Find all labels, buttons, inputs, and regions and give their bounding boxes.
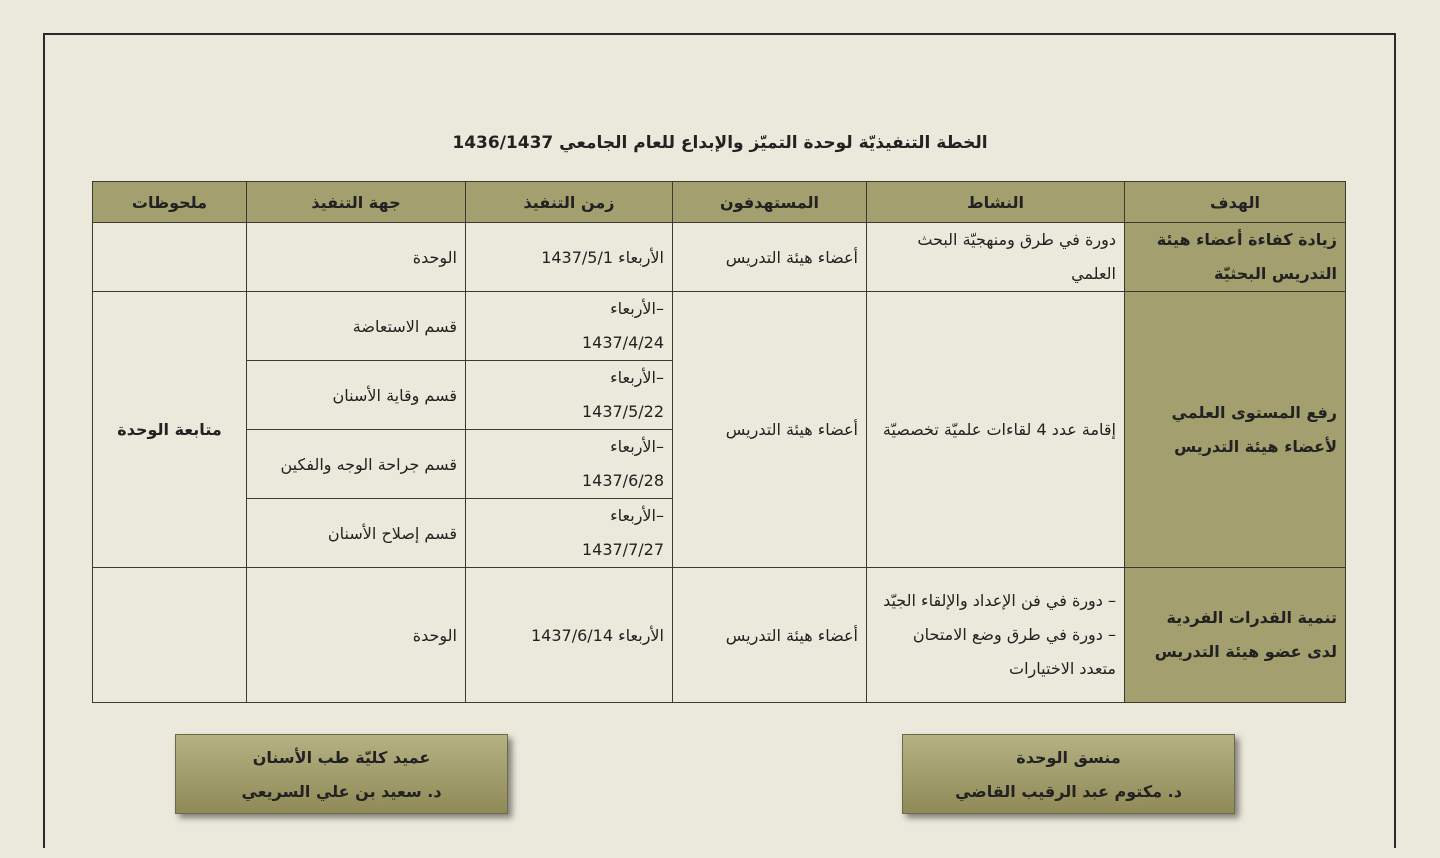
table-row — [93, 568, 1346, 703]
executor-cell: قسم جراحة الوجه والفكين — [247, 430, 466, 499]
time-date: 1437/4/24 — [581, 333, 664, 352]
time-day: –الأربعاء — [610, 299, 664, 318]
time-date: 1437/5/22 — [581, 402, 664, 421]
time-day: –الأربعاء — [610, 368, 664, 387]
audience-cell: أعضاء هيئة التدريس — [673, 568, 867, 703]
table-header-row — [93, 182, 1346, 223]
table-row — [93, 292, 1346, 361]
time-cell: الأربعاء 1437/5/1 — [466, 223, 673, 292]
time-cell: الأربعاء 1437/6/14 — [466, 568, 673, 703]
activity-cell — [867, 568, 1125, 703]
time-day: –الأربعاء — [610, 506, 664, 525]
header-time: زمن التنفيذ — [466, 182, 673, 223]
notes-cell — [93, 568, 247, 703]
activity-item: – دورة في طرق وضع الامتحان متعدد الاختيارات — [912, 625, 1116, 678]
time-cell — [466, 292, 673, 361]
dean-signature-box — [175, 734, 508, 814]
executor-cell: الوحدة — [247, 223, 466, 292]
audience-cell: أعضاء هيئة التدريس — [673, 223, 867, 292]
coordinator-name: د. مكتوم عبد الرقيب القاضي — [955, 782, 1182, 801]
time-date: 1437/6/28 — [581, 471, 664, 490]
executor-cell: الوحدة — [247, 568, 466, 703]
goal-cell: رفع المستوى العلمي لأعضاء هيئة التدريس — [1125, 292, 1346, 568]
time-cell — [466, 361, 673, 430]
coordinator-signature-box — [902, 734, 1235, 814]
plan-table — [92, 181, 1346, 703]
dean-title: عميد كليّة طب الأسنان — [252, 748, 431, 767]
time-cell — [466, 430, 673, 499]
time-date: 1437/7/27 — [581, 540, 664, 559]
executor-cell: قسم وقاية الأسنان — [247, 361, 466, 430]
activity-item: – دورة في فن الإعداد والإلقاء الجيّد — [883, 591, 1116, 610]
time-cell — [466, 499, 673, 568]
header-executor: جهة التنفيذ — [247, 182, 466, 223]
goal-cell: تنمية القدرات الفردية لدى عضو هيئة التدريس — [1125, 568, 1346, 703]
header-audience: المستهدفون — [673, 182, 867, 223]
header-activity: النشاط — [867, 182, 1125, 223]
dean-name: د. سعيد بن علي السريعي — [241, 782, 442, 801]
goal-cell: زيادة كفاءة أعضاء هيئة التدريس البحثيّة — [1125, 223, 1346, 292]
executor-cell: قسم الاستعاضة — [247, 292, 466, 361]
notes-cell: متابعة الوحدة — [93, 292, 247, 568]
audience-cell: أعضاء هيئة التدريس — [673, 292, 867, 568]
header-notes: ملحوظات — [93, 182, 247, 223]
coordinator-title: منسق الوحدة — [1016, 748, 1121, 767]
executor-cell: قسم إصلاح الأسنان — [247, 499, 466, 568]
activity-cell: إقامة عدد 4 لقاءات علميّة تخصصيّة — [867, 292, 1125, 568]
page-title: الخطة التنفيذيّة لوحدة التميّز والإبداع للعام الجامعي 1436/1437 — [452, 133, 988, 153]
activity-cell: دورة في طرق ومنهجيّة البحث العلمي — [867, 223, 1125, 292]
header-goal: الهدف — [1125, 182, 1346, 223]
notes-cell — [93, 223, 247, 292]
table-row — [93, 223, 1346, 292]
time-day: –الأربعاء — [610, 437, 664, 456]
